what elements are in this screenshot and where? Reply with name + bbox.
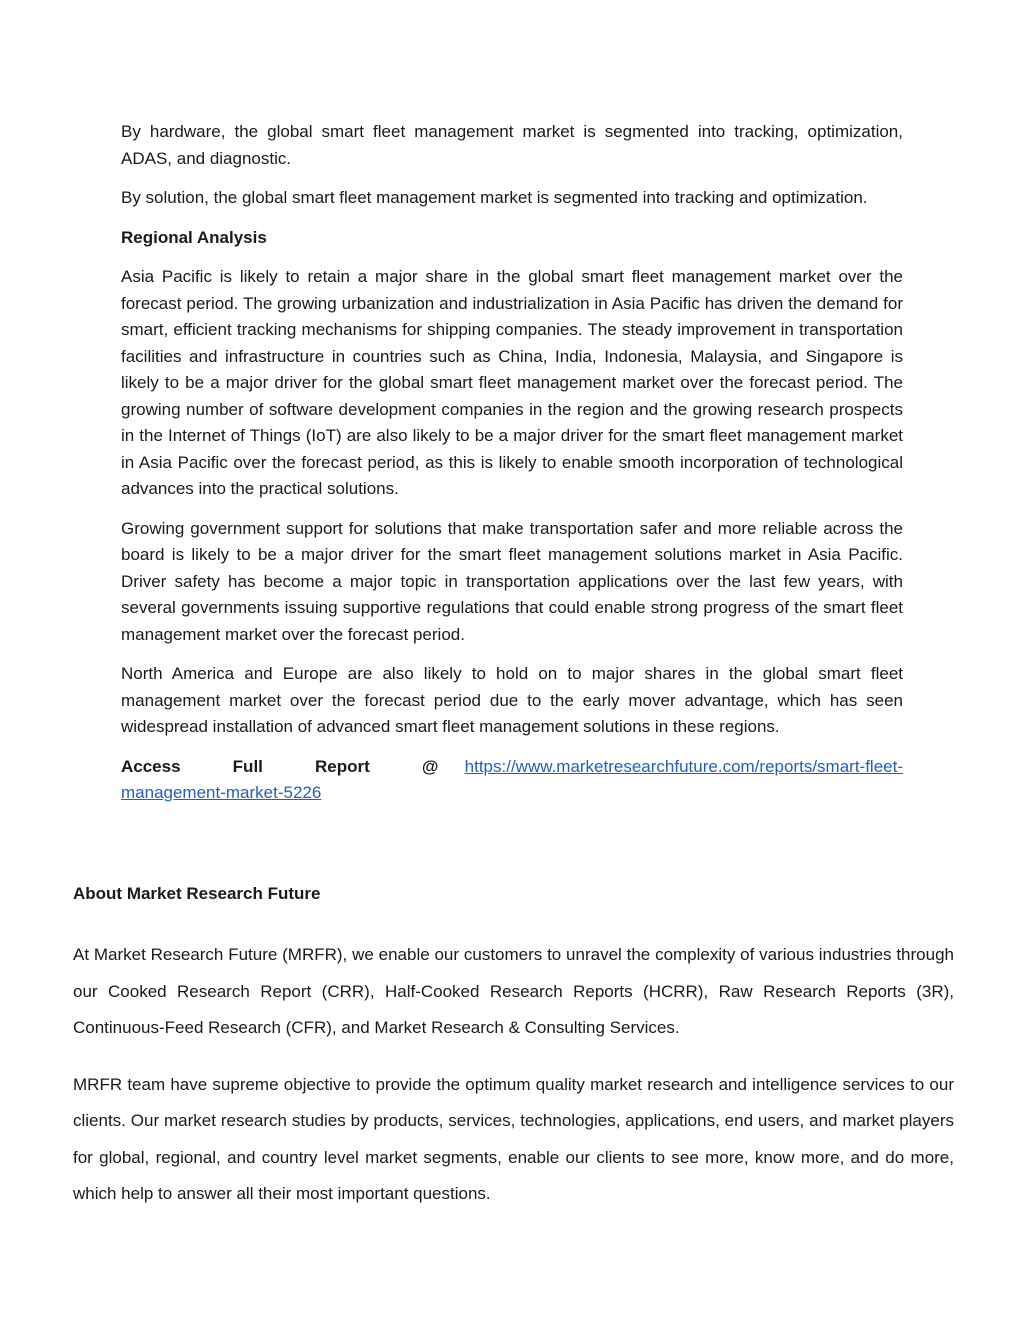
report-body (121, 119, 903, 807)
about-paragraph-1: At Market Research Future (MRFR), we enable our customers to unravel the complexity of various industries through our Cooked Research Report (CRR), Half-Cooked Research Reports (HCRR), Raw Research Reports (3R), Continuous-Feed Research (CFR), and Market Research & Consulting Services. (73, 945, 954, 1037)
access-full-report-label: Access Full Report @ (121, 756, 439, 776)
paragraph-government-support: Growing government support for solutions that make transportation safer and more reliable across the board is likely to be a major driver for the smart fleet management solutions market in Asia Pacific. Driver safety has become a major topic in transportation applications over the last few years, with several governments issuing supportive regulations that could enable strong progress of the smart fleet management market over the forecast period. (121, 518, 903, 644)
paragraph-solution: By solution, the global smart fleet management market is segmented into tracking and optimization. (121, 188, 868, 207)
about-paragraph-2: MRFR team have supreme objective to provide the optimum quality market research and intelligence services to our clients. Our market research studies by products, services, technologies, applications, end users, and market players for global, regional, and country level market segments, enable our clients to see more, know more, and do more, which help to answer all their most important questions. (73, 1074, 954, 1203)
about-section (73, 881, 954, 1233)
paragraph-north-america-europe: North America and Europe are also likely to hold on to major shares in the global smart fleet management market over the forecast period due to the early mover advantage, which has seen widespread installation of advanced smart fleet management solutions in these regions. (121, 664, 903, 736)
about-heading: About Market Research Future (73, 884, 321, 903)
paragraph-hardware: By hardware, the global smart fleet management market is segmented into tracking, optimization, ADAS, and diagnostic. (121, 122, 903, 168)
regional-analysis-heading: Regional Analysis (121, 227, 267, 247)
access-full-report (121, 754, 903, 807)
report-link[interactable]: https://www.marketresearchfuture.com/reports/smart-fleet-management-market-5226 (121, 756, 903, 802)
paragraph-asia-pacific: Asia Pacific is likely to retain a major share in the global smart fleet management market over the forecast period. The growing urbanization and industrialization in Asia Pacific has driven the demand for smart, efficient tracking mechanisms for shipping companies. The steady improvement in transportation facilities and infrastructure in countries such as China, India, Indonesia, Malaysia, and Singapore is likely to be a major driver for the global smart fleet management market over the forecast period. The growing number of software development companies in the region and the growing research prospects in the Internet of Things (IoT) are also likely to be a major driver for the smart fleet management market in Asia Pacific over the forecast period, as this is likely to enable smooth incorporation of technological advances into the practical solutions. (121, 267, 903, 498)
